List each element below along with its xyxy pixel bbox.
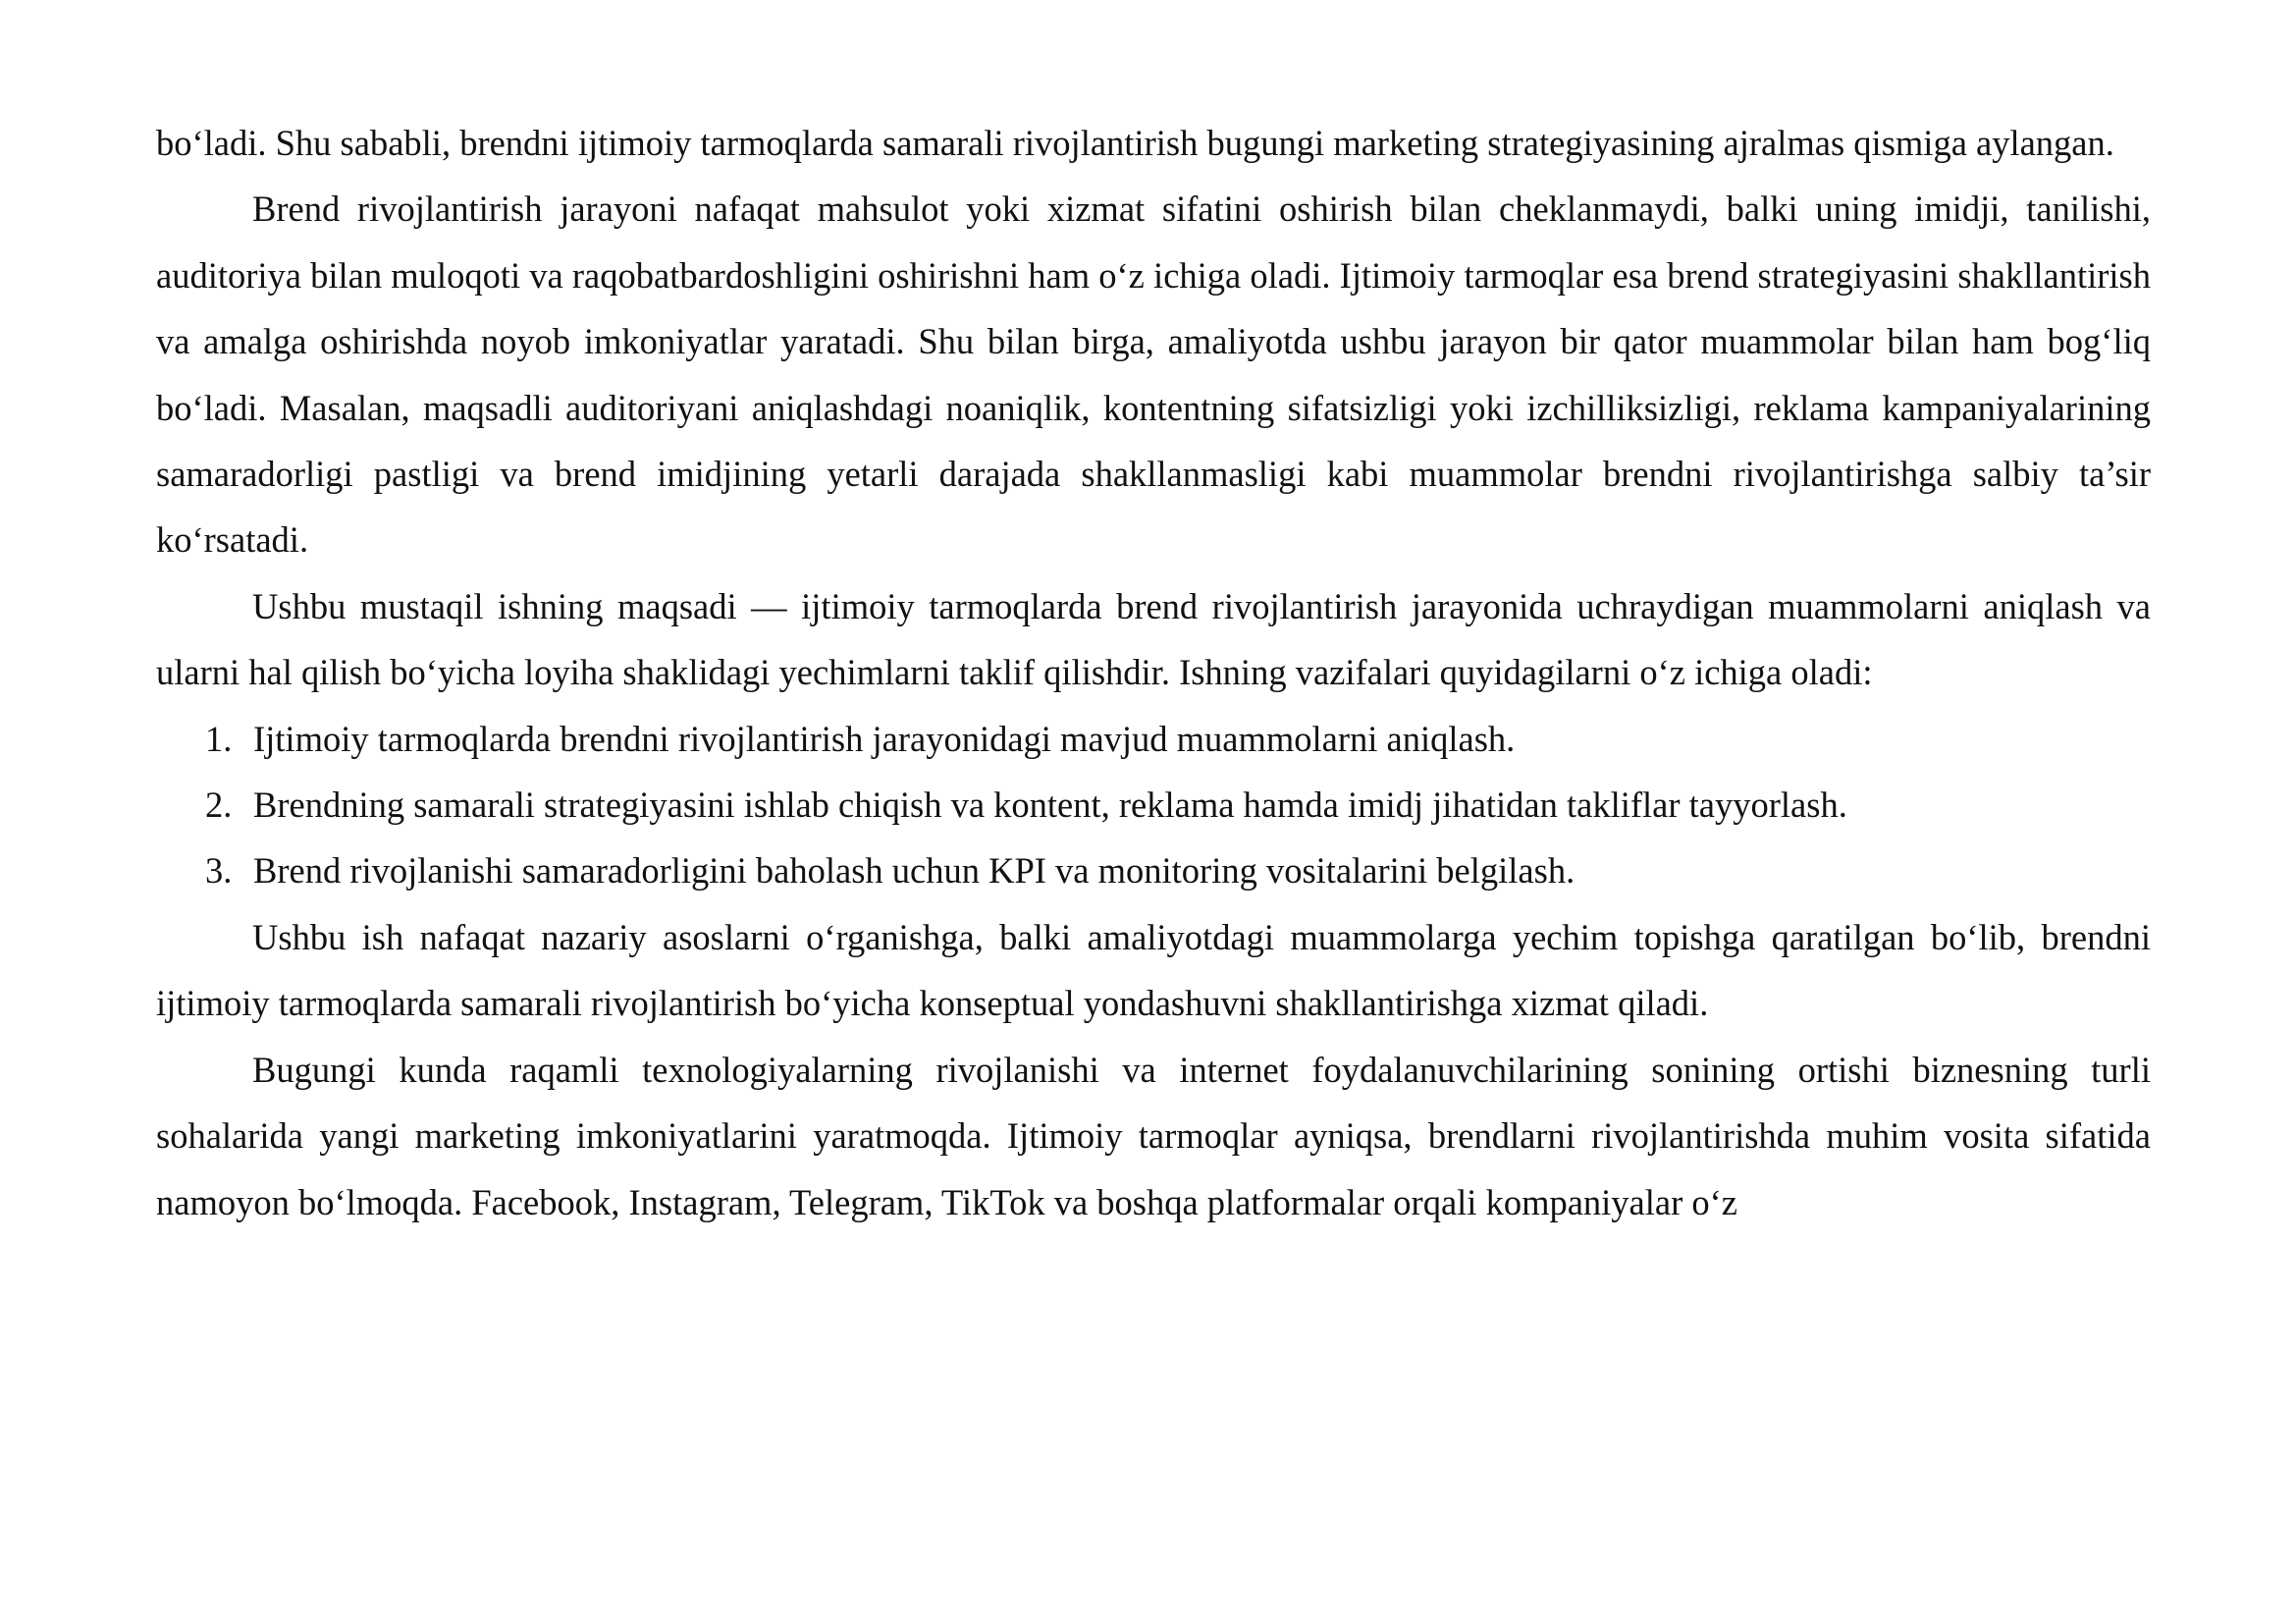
list-item [156,706,2151,772]
list-item [156,838,2151,903]
list-item-text: Brend rivojlanishi samaradorligini baholash uchun KPI va monitoring vositalarini belgilash. [253,850,1575,892]
paragraph-approach: Ushbu ish nafaqat nazariy asoslarni o‘rganishga, balki amaliyotdagi muammolarga yechim topishga qaratilgan bo‘lib, brendni ijtimoiy tarmoqlarda samarali rivojlantirish bo‘yicha konseptual yondashuvni shakllantirishga xizmat qiladi. [156,916,2151,1024]
list-item [156,772,2151,838]
list-item-number: 1. [205,718,233,759]
paragraph-goal: Ushbu mustaqil ishning maqsadi — ijtimoiy tarmoqlarda brend rivojlantirish jarayonida uchraydigan muammolarni aniqlash va ularni hal qilish bo‘yicha loyiha shaklidagi yechimlarni taklif qilishdir. Ishning vazifalari quyidagilarni o‘z ichiga oladi: [156,585,2151,693]
document-page [156,110,2151,1235]
paragraph-digital-tech: Bugungi kunda raqamli texnologiyalarning rivojlanishi va internet foydalanuvchilarining sonining ortishi biznesning turli sohalarida yangi marketing imkoniyatlarini yaratmoqda. Ijtimoiy tarmoqlar ayniqsa, brendlarni rivojlantirishda muhim vosita sifatida namoyon bo‘lmoqda. Facebook, Instagram, Telegram, TikTok va boshqa platformalar orqali kompaniyalar o‘z [156,1049,2151,1222]
list-item-text: Brendning samarali strategiyasini ishlab chiqish va kontent, reklama hamda imidj jihatidan takliflar tayyorlash. [253,785,1847,826]
paragraph-continuation: bo‘ladi. Shu sababli, brendni ijtimoiy tarmoqlarda samarali rivojlantirish bugungi marketing strategiyasining ajralmas qismiga aylangan. [156,123,2114,163]
list-item-number: 2. [205,785,233,826]
paragraph-brand-development: Brend rivojlantirish jarayoni nafaqat mahsulot yoki xizmat sifatini oshirish bilan cheklanmaydi, balki uning imidji, tanilishi, auditoriya bilan muloqoti va raqobatbardoshligini oshirishni ham o‘z ichiga oladi. Ijtimoiy tarmoqlar esa brend strategiyasini shakllantirish va amalga oshirishda noyob imkoniyatlar yaratadi. Shu bilan birga, amaliyotda ushbu jarayon bir qator muammolar bilan ham bog‘liq bo‘ladi. Masalan, maqsadli auditoriyani aniqlashdagi noaniqlik, kontentning sifatsizligi yoki izchilliksizligi, reklama kampaniyalarining samaradorligi pastligi va brend imidjining yetarli darajada shakllanmasligi kabi muammolar brendni rivojlantirishga salbiy ta’sir ko‘rsatadi. [156,189,2151,561]
list-item-text: Ijtimoiy tarmoqlarda brendni rivojlantirish jarayonidagi mavjud muammolarni aniqlash. [253,718,1516,759]
list-item-number: 3. [205,850,233,892]
task-list [156,706,2151,904]
